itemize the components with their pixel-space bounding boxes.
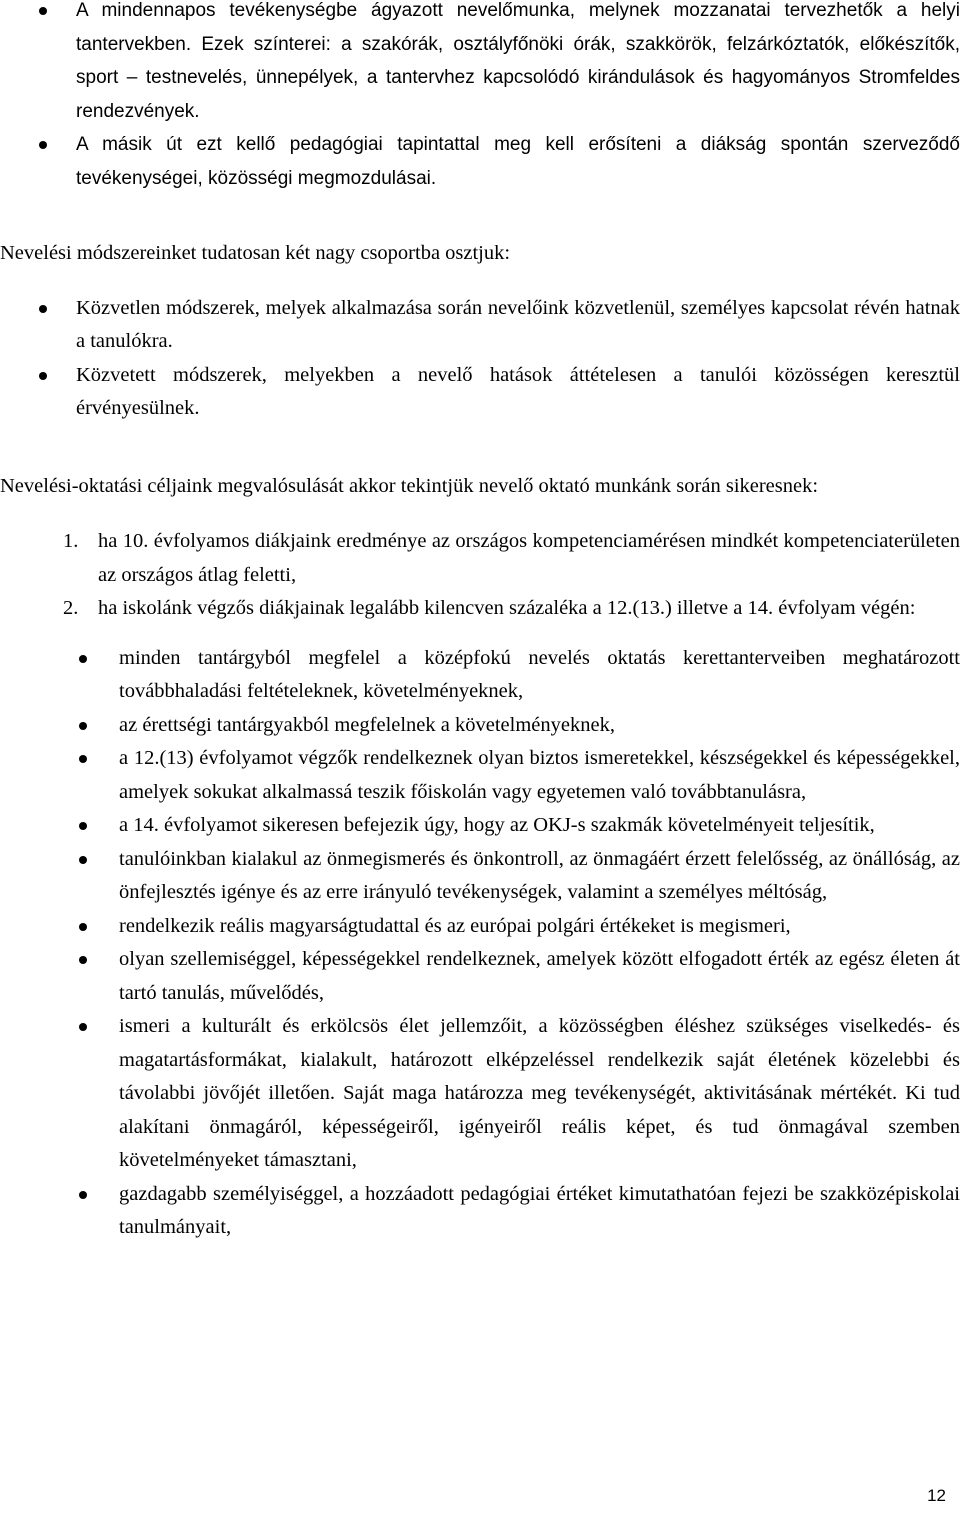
item-text: ha iskolánk végzős diákjainak legalább kilencven százaléka a 12.(13.) illetve a 14. évfolyam végén: [98,597,916,619]
goals-intro: Nevelési-oktatási céljaink megvalósulását akkor tekintjük nevelő oktató munkánk során sikeresnek: [0,474,819,497]
list-item: az érettségi tantárgyakból megfelelnek a követelményeknek, [0,709,960,743]
numbered-item [0,525,960,592]
list-item: gazdagabb személyiséggel, a hozzáadott pedagógiai értéket kimutathatóan fejezi be szakközépiskolai tanulmányait, [0,1178,960,1245]
numbered-item [0,592,960,626]
methods-bullet-list [0,292,960,426]
list-item: rendelkezik reális magyarságtudattal és az európai polgári értékeket is megismeri, [0,910,960,944]
methods-intro: Nevelési módszereinket tudatosan két nagy csoportba osztjuk: [0,242,511,264]
item-number: 2. [63,597,79,619]
criteria-bullet-list [0,642,960,1245]
list-item: olyan szellemiséggel, képességekkel rendelkeznek, amelyek között elfogadott érték az egész életen át tartó tanulás, művelődés, [0,943,960,1010]
page-number: 12 [927,1486,946,1505]
list-item: tanulóinkban kialakul az önmegismerés és önkontroll, az önmagáért érzett felelősség, az önállóság, az önfejlesztés igénye és az erre irányuló tevékenységek, valamint a személyes méltóság, [0,843,960,910]
list-item: a 14. évfolyamot sikeresen befejezik úgy, hogy az OKJ-s szakmák követelményeit teljesítik, [0,809,960,843]
item-number: 1. [63,530,79,552]
list-item: a 12.(13) évfolyamot végzők rendelkeznek olyan biztos ismeretekkel, készségekkel és képességekkel, amelyek sokukat alkalmassá teszik főiskolán vagy egyetemen való továbbtanulásra, [0,742,960,809]
list-item: Közvetett módszerek, melyekben a nevelő hatások áttételesen a tanulói közösségen keresztül érvényesülnek. [0,359,960,426]
activity-bullet-list [0,0,960,195]
list-item: A másik út ezt kellő pedagógiai tapintattal meg kell erősíteni a diákság spontán szerveződő tevékenységei, közösségi megmozdulásai. [0,128,960,195]
list-item: Közvetlen módszerek, melyek alkalmazása során nevelőink közvetlenül, személyes kapcsolat révén hatnak a tanulókra. [0,292,960,359]
list-item: minden tantárgyból megfelel a középfokú nevelés oktatás kerettanterveiben meghatározott továbbhaladási feltételeknek, követelményeknek, [0,642,960,709]
item-text: ha 10. évfolyamos diákjaink eredménye az országos kompetenciamérésen mindkét kompetenciaterületen az országos átlag feletti, [98,530,960,586]
list-item: A mindennapos tevékenységbe ágyazott nevelőmunka, melynek mozzanatai tervezhetők a helyi tantervekben. Ezek színterei: a szakórák, osztályfőnöki órák, szakkörök, felzárkóztatók, előkészítők, sport – testnevelés, ünnepélyek, a tantervhez kapcsolódó kirándulások és hagyományos Stromfeldes rendezvények. [0,0,960,128]
list-item: ismeri a kulturált és erkölcsös élet jellemzőit, a közösségben éléshez szükséges viselkedés- és magatartásformákat, kialakult, határozott elképzeléssel rendelkezik saját életének közelebbi és távolabbi jövőjét illetően. Saját maga határozza meg tevékenységét, aktivitásának mértékét. Ki tud alakítani önmagáról, képességeiről, igényeiről reális képet, és tud önmagával szemben követelményeket támasztani, [0,1010,960,1178]
goals-numbered-list [0,525,960,626]
